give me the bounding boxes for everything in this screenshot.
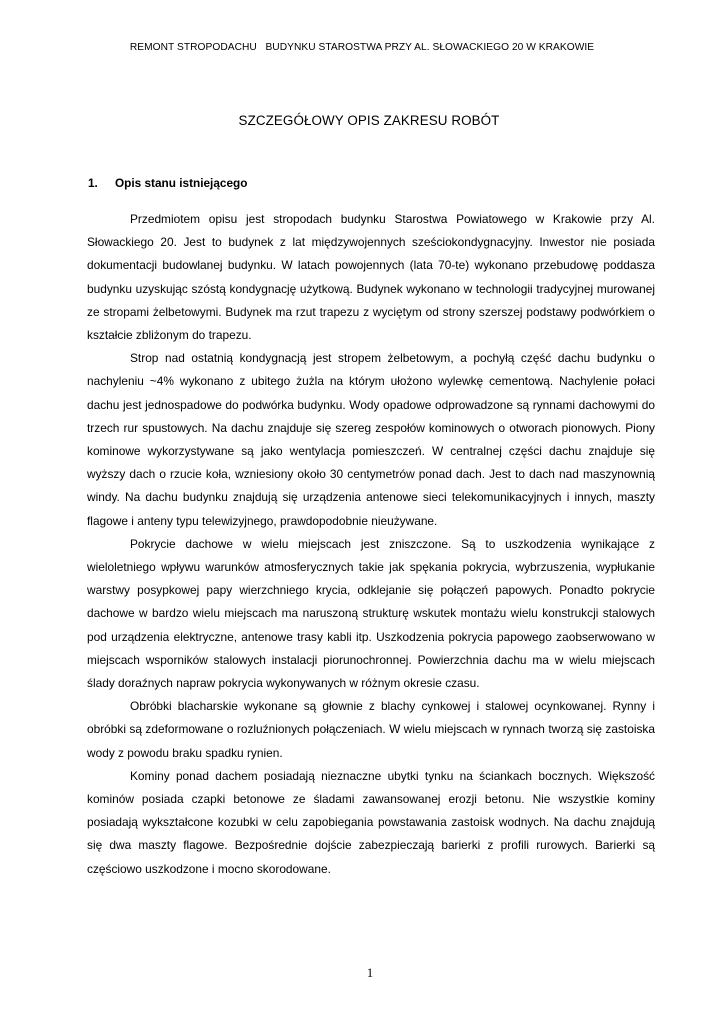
section-body	[87, 208, 655, 881]
section-heading	[88, 176, 247, 190]
running-header: REMONT STROPODACHU BUDYNKU STAROSTWA PRZY AL. SŁOWACKIEGO 20 W KRAKOWIE	[129, 42, 595, 53]
page-number: 1	[366, 966, 374, 980]
paragraph: Pokrycie dachowe w wielu miejscach jest zniszczone. Są to uszkodzenia wynikające z wieloletniego wpływu warunków atmosferycznych takie jak spękania pokrycia, wybrzuszenia, wypłukanie warstwy posypkowej papy wierzchniego krycia, odklejanie się połączeń papowych. Ponadto pokrycie dachowe w bardzo wielu miejscach ma naruszoną strukturę wskutek montażu wielu konstrukcji stalowych pod urządzenia elektryczne, antenowe trasy kabli itp. Uszkodzenia pokrycia papowego zaobserwowano w miejscach wsporników stalowych instalacji piorunochronnej. Powierzchnia dachu ma w wielu miejscach ślady doraźnych napraw pokrycia wykonywanych w różnym okresie czasu.	[87, 536, 655, 691]
paragraph: Przedmiotem opisu jest stropodach budynku Starostwa Powiatowego w Krakowie przy Al. Słowackiego 20. Jest to budynek z lat międzywojennych sześciokondygnacyjny. Inwestor nie posiada dokumentacji budowlanej budynku. W latach powojennych (lata 70-te) wykonano przebudowę poddasza budynku uzyskując szóstą kondygnację użytkową. Budynek wykonano w technologii tradycyjnej murowanej ze stropami żelbetowymi. Budynek ma rzut trapezu z wyciętym od strony szerszej podstawy podwórkiem o kształcie zbliżonym do trapezu.	[87, 212, 655, 343]
section-number: 1.	[88, 176, 98, 190]
paragraph: Obróbki blacharskie wykonane są głownie z blachy cynkowej i stalowej ocynkowanej. Rynny i obróbki są zdeformowane o rozluźnionych połączeniach. W wielu miejscach w rynnach tworzą się zastoiska wody z powodu braku spadku rynien.	[87, 699, 655, 760]
paragraph: Strop nad ostatnią kondygnacją jest stropem żelbetowym, a pochyłą część dachu budynku o nachyleniu ~4% wykonano z ubitego żużla na którym ułożono wylewkę cementową. Nachylenie połaci dachu jest jednospadowe do podwórka budynku. Wody opadowe odprowadzone są rynnami dachowymi do trzech rur spustowych. Na dachu znajduje się szereg zespołów kominowych o otworach pionowych. Piony kominowe wykorzystywane są jako wentylacja pomieszczeń. W centralnej części dachu znajduje się wyższy dach o rzucie koła, wzniesiony około 30 centymetrów ponad dach. Jest to dach nad maszynownią windy. Na dachu budynku znajdują się urządzenia antenowe sieci telekomunikacyjnych i innych, maszty flagowe i anteny typu telewizyjnego, prawdopodobnie nieużywane.	[87, 351, 655, 528]
section-title: Opis stanu istniejącego	[115, 176, 248, 190]
paragraph: Kominy ponad dachem posiadają nieznaczne ubytki tynku na ściankach bocznych. Większość kominów posiada czapki betonowe ze śladami zawansowanej erozji betonu. Nie wszystkie kominy posiadają wykształcone kozubki w celu zapobiegania powstawania zastoisk wodnych. Na dachu znajdują się dwa maszty flagowe. Bezpośrednie dojście zabezpieczają barierki z profili rurowych. Barierki są częściowo uszkodzone i mocno skorodowane.	[87, 768, 655, 876]
document-title: SZCZEGÓŁOWY OPIS ZAKRESU ROBÓT	[238, 113, 500, 128]
